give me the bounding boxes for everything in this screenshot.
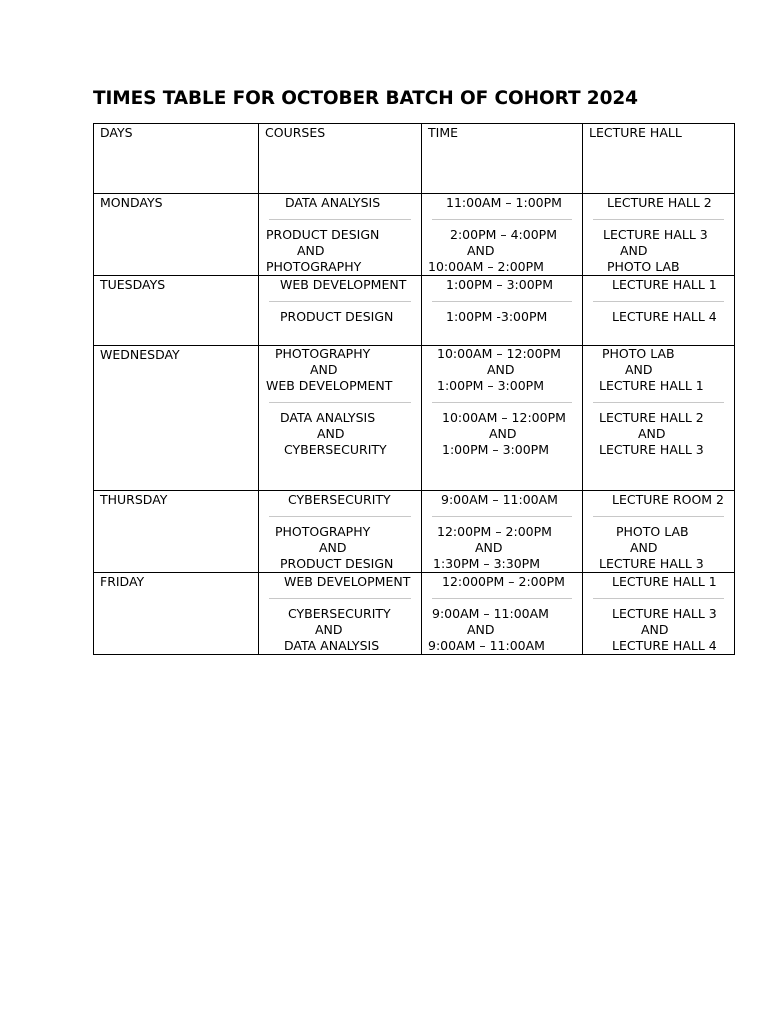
lecture-hall-text: AND bbox=[620, 243, 648, 258]
day-label: MONDAYS bbox=[100, 195, 163, 210]
lecture-hall-block bbox=[583, 346, 734, 394]
lecture-hall-text: LECTURE HALL 2 bbox=[607, 195, 712, 210]
course-text: PHOTOGRAPHY bbox=[266, 259, 362, 274]
time-text: AND bbox=[489, 426, 517, 441]
day-label: WEDNESDAY bbox=[100, 347, 180, 362]
course-text: CYBERSECURITY bbox=[288, 492, 391, 507]
course-block bbox=[259, 309, 421, 325]
header-cell-days bbox=[94, 124, 259, 194]
divider bbox=[269, 402, 411, 403]
table-row bbox=[94, 276, 735, 346]
header-cell-lecture-hall bbox=[583, 124, 735, 194]
course-cell bbox=[259, 491, 422, 573]
table-row bbox=[94, 346, 735, 491]
lecture-hall-text: LECTURE HALL 2 bbox=[599, 410, 704, 425]
time-text: 1:00PM – 3:00PM bbox=[446, 277, 553, 292]
time-cell bbox=[422, 276, 583, 346]
day-cell bbox=[94, 491, 259, 573]
lecture-hall-block bbox=[583, 309, 734, 325]
lecture-hall-block bbox=[583, 227, 734, 275]
table-row bbox=[94, 491, 735, 573]
divider bbox=[269, 516, 411, 517]
divider bbox=[432, 301, 572, 302]
lecture-hall-text: LECTURE HALL 1 bbox=[612, 574, 717, 589]
day-label: THURSDAY bbox=[100, 492, 168, 507]
course-text: PHOTOGRAPHY bbox=[275, 346, 371, 361]
table-row bbox=[94, 194, 735, 276]
course-block bbox=[259, 277, 421, 293]
course-cell bbox=[259, 573, 422, 655]
time-text: 12:00PM – 2:00PM bbox=[437, 524, 552, 539]
time-block bbox=[422, 195, 582, 211]
course-text: WEB DEVELOPMENT bbox=[280, 277, 407, 292]
time-block bbox=[422, 524, 582, 572]
course-text: PRODUCT DESIGN bbox=[266, 227, 380, 242]
lecture-hall-text: LECTURE HALL 3 bbox=[599, 556, 704, 571]
time-text: 1:00PM – 3:00PM bbox=[442, 442, 549, 457]
header-row bbox=[94, 124, 735, 194]
time-block bbox=[422, 574, 582, 590]
header-lecture-hall: LECTURE HALL bbox=[589, 125, 682, 140]
divider bbox=[593, 516, 724, 517]
course-text: AND bbox=[310, 362, 338, 377]
lecture-hall-text: LECTURE HALL 1 bbox=[599, 378, 704, 393]
day-cell bbox=[94, 573, 259, 655]
lecture-hall-block bbox=[583, 524, 734, 572]
time-text: AND bbox=[487, 362, 515, 377]
lecture-hall-text: AND bbox=[625, 362, 653, 377]
time-text: 1:00PM – 3:00PM bbox=[437, 378, 544, 393]
lecture-hall-block bbox=[583, 277, 734, 293]
time-text: 10:00AM – 12:00PM bbox=[437, 346, 561, 361]
lecture-hall-text: LECTURE HALL 3 bbox=[599, 442, 704, 457]
lecture-hall-cell bbox=[583, 491, 735, 573]
divider bbox=[432, 402, 572, 403]
course-block bbox=[259, 606, 421, 654]
time-block bbox=[422, 492, 582, 508]
course-block bbox=[259, 524, 421, 572]
course-block bbox=[259, 492, 421, 508]
header-courses: COURSES bbox=[265, 125, 326, 140]
course-text: AND bbox=[317, 426, 345, 441]
course-block bbox=[259, 346, 421, 394]
time-text: 10:00AM – 2:00PM bbox=[428, 259, 544, 274]
time-text: 11:00AM – 1:00PM bbox=[446, 195, 562, 210]
lecture-hall-block bbox=[583, 574, 734, 590]
day-cell bbox=[94, 276, 259, 346]
table-row bbox=[94, 573, 735, 655]
divider bbox=[593, 301, 724, 302]
course-text: AND bbox=[315, 622, 343, 637]
time-text: 9:00AM – 11:00AM bbox=[428, 638, 545, 653]
divider bbox=[593, 402, 724, 403]
time-text: AND bbox=[475, 540, 503, 555]
divider bbox=[269, 598, 411, 599]
course-text: PRODUCT DESIGN bbox=[280, 556, 394, 571]
time-cell bbox=[422, 491, 583, 573]
course-text: WEB DEVELOPMENT bbox=[284, 574, 411, 589]
time-block bbox=[422, 606, 582, 654]
time-text: AND bbox=[467, 622, 495, 637]
divider bbox=[593, 598, 724, 599]
course-block bbox=[259, 410, 421, 458]
lecture-hall-text: AND bbox=[638, 426, 666, 441]
course-block bbox=[259, 574, 421, 590]
lecture-hall-text: AND bbox=[641, 622, 669, 637]
header-cell-courses bbox=[259, 124, 422, 194]
time-block bbox=[422, 309, 582, 325]
course-cell bbox=[259, 346, 422, 491]
divider bbox=[269, 219, 411, 220]
day-cell bbox=[94, 194, 259, 276]
time-block bbox=[422, 346, 582, 394]
lecture-hall-text: LECTURE HALL 4 bbox=[612, 309, 717, 324]
time-block bbox=[422, 410, 582, 458]
header-cell-time bbox=[422, 124, 583, 194]
course-text: DATA ANALYSIS bbox=[284, 638, 380, 653]
lecture-hall-text: PHOTO LAB bbox=[607, 259, 680, 274]
course-text: AND bbox=[319, 540, 347, 555]
time-block bbox=[422, 277, 582, 293]
time-text: 1:30PM – 3:30PM bbox=[433, 556, 540, 571]
day-cell bbox=[94, 346, 259, 491]
lecture-hall-text: PHOTO LAB bbox=[602, 346, 675, 361]
time-text: 9:00AM – 11:00AM bbox=[441, 492, 558, 507]
course-block bbox=[259, 195, 421, 211]
time-text: 10:00AM – 12:00PM bbox=[442, 410, 566, 425]
lecture-hall-text: LECTURE HALL 4 bbox=[612, 638, 717, 653]
lecture-hall-block bbox=[583, 410, 734, 458]
lecture-hall-cell bbox=[583, 346, 735, 491]
lecture-hall-cell bbox=[583, 573, 735, 655]
lecture-hall-block bbox=[583, 195, 734, 211]
divider bbox=[432, 598, 572, 599]
lecture-hall-text: LECTURE HALL 3 bbox=[612, 606, 717, 621]
header-days: DAYS bbox=[100, 125, 133, 140]
time-text: 12:000PM – 2:00PM bbox=[442, 574, 565, 589]
course-block bbox=[259, 227, 421, 275]
divider bbox=[432, 516, 572, 517]
time-cell bbox=[422, 346, 583, 491]
lecture-hall-text: PHOTO LAB bbox=[616, 524, 689, 539]
course-text: PHOTOGRAPHY bbox=[275, 524, 371, 539]
divider bbox=[269, 301, 411, 302]
course-text: CYBERSECURITY bbox=[284, 442, 387, 457]
time-text: 1:00PM -3:00PM bbox=[446, 309, 548, 324]
time-cell bbox=[422, 573, 583, 655]
course-text: WEB DEVELOPMENT bbox=[266, 378, 393, 393]
course-text: PRODUCT DESIGN bbox=[280, 309, 394, 324]
divider bbox=[432, 219, 572, 220]
day-label: FRIDAY bbox=[100, 574, 145, 589]
lecture-hall-text: LECTURE ROOM 2 bbox=[612, 492, 725, 507]
lecture-hall-cell bbox=[583, 194, 735, 276]
lecture-hall-text: LECTURE HALL 3 bbox=[603, 227, 708, 242]
page-title: TIMES TABLE FOR OCTOBER BATCH OF COHORT 2024 bbox=[93, 88, 638, 109]
header-time: TIME bbox=[428, 125, 459, 140]
course-text: DATA ANALYSIS bbox=[285, 195, 381, 210]
lecture-hall-cell bbox=[583, 276, 735, 346]
course-text: CYBERSECURITY bbox=[288, 606, 391, 621]
course-cell bbox=[259, 276, 422, 346]
time-text: AND bbox=[467, 243, 495, 258]
timetable bbox=[93, 123, 735, 655]
course-text: AND bbox=[297, 243, 325, 258]
course-cell bbox=[259, 194, 422, 276]
time-text: 2:00PM – 4:00PM bbox=[450, 227, 557, 242]
divider bbox=[593, 219, 724, 220]
time-cell bbox=[422, 194, 583, 276]
lecture-hall-text: AND bbox=[630, 540, 658, 555]
time-text: 9:00AM – 11:00AM bbox=[432, 606, 549, 621]
course-text: DATA ANALYSIS bbox=[280, 410, 376, 425]
day-label: TUESDAYS bbox=[100, 277, 166, 292]
time-block bbox=[422, 227, 582, 275]
lecture-hall-text: LECTURE HALL 1 bbox=[612, 277, 717, 292]
lecture-hall-block bbox=[583, 492, 734, 508]
lecture-hall-block bbox=[583, 606, 734, 654]
